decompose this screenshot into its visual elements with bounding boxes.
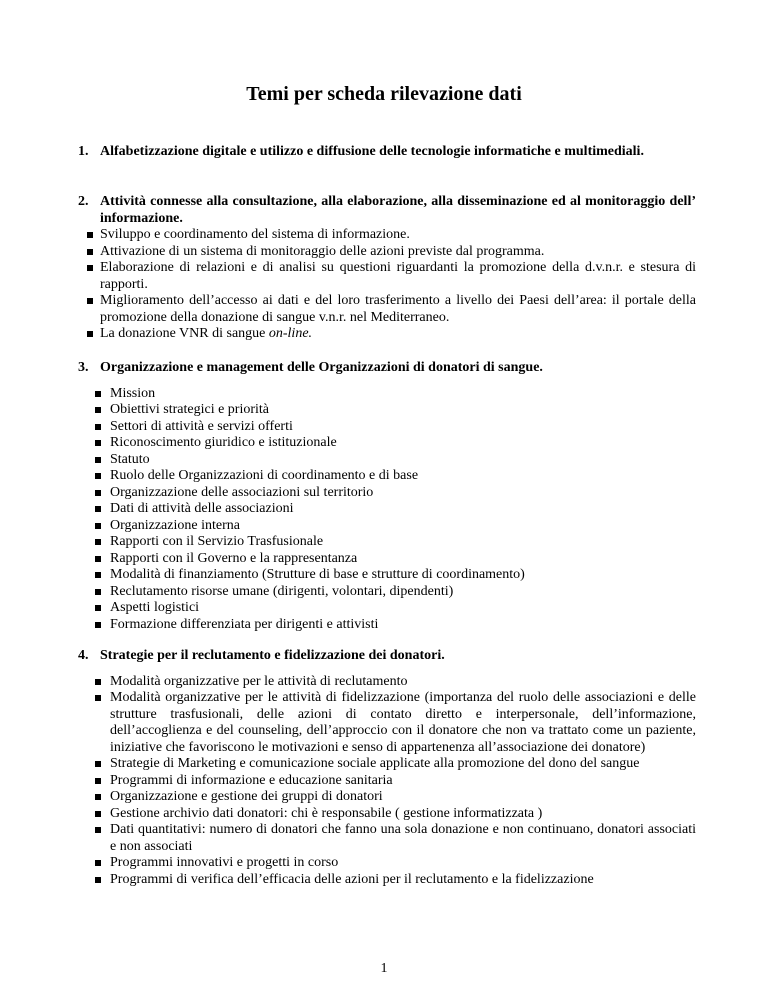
square-bullet-icon [95,424,101,430]
square-bullet-icon [95,589,101,595]
square-bullet-icon [95,695,101,701]
section-2 [78,194,696,343]
square-bullet-icon [95,539,101,545]
list-item: Rapporti con il Governo e la rappresentanza [78,551,696,568]
list-item: Formazione differenziata per dirigenti e attivisti [78,617,696,634]
square-bullet-icon [95,457,101,463]
square-bullet-icon [95,556,101,562]
square-bullet-icon [95,877,101,883]
square-bullet-icon [95,506,101,512]
list-item: Organizzazione interna [78,518,696,535]
square-bullet-icon [95,827,101,833]
list-item: Strategie di Marketing e comunicazione sociale applicate alla promozione del dono del sangue [78,756,696,773]
list-item: Modalità organizzative per le attività di reclutamento [78,674,696,691]
section-4 [78,648,696,888]
section-heading-text: Alfabetizzazione digitale e utilizzo e diffusione delle tecnologie informatiche e multimediali. [100,144,644,159]
square-bullet-icon [95,523,101,529]
section-heading [78,144,696,161]
list-item: Obiettivi strategici e priorità [78,402,696,419]
list-item: Programmi innovativi e progetti in corso [78,855,696,872]
list-item: Sviluppo e coordinamento del sistema di informazione. [78,227,696,244]
section-number: 3. [78,360,89,375]
square-bullet-icon [95,622,101,628]
list-item: Gestione archivio dati donatori: chi è responsabile ( gestione informatizzata ) [78,806,696,823]
section-number: 4. [78,648,89,663]
section-3 [78,360,696,633]
italic-text: on-line. [268,326,313,341]
section-heading-text: Organizzazione e management delle Organizzazioni di donatori di sangue. [100,360,543,375]
list-item: Programmi di verifica dell’efficacia delle azioni per il reclutamento e la fidelizzazione [78,872,696,889]
section-heading [78,194,696,227]
square-bullet-icon [95,679,101,685]
section-number: 1. [78,144,89,159]
list-item: Modalità di finanziamento (Strutture di base e strutture di coordinamento) [78,567,696,584]
list-item: Dati quantitativi: numero di donatori che fanno una sola donazione e non continuano, donatori associati e non associati [78,822,696,855]
list-item: Organizzazione e gestione dei gruppi di donatori [78,789,696,806]
list-item: Programmi di informazione e educazione sanitaria [78,773,696,790]
list-item: Settori di attività e servizi offerti [78,419,696,436]
square-bullet-icon [95,391,101,397]
square-bullet-icon [87,265,93,271]
square-bullet-icon [95,605,101,611]
page-number: 1 [380,961,388,976]
document-title: Temi per scheda rilevazione dati [246,83,522,105]
section-number: 2. [78,194,89,209]
list-item: Riconoscimento giuridico e istituzionale [78,435,696,452]
list-item: Aspetti logistici [78,600,696,617]
square-bullet-icon [95,440,101,446]
list-item: Dati di attività delle associazioni [78,501,696,518]
list-item: Elaborazione di relazioni e di analisi su questioni riguardanti la promozione della d.v.n.r. e stesura di rapporti. [78,260,696,293]
square-bullet-icon [95,490,101,496]
bullet-list [78,386,696,634]
list-item: Modalità organizzative per le attività di fidelizzazione (importanza del ruolo delle associazioni e delle strutture trasfusionali, delle azioni di contato diretto e interpersonale, dell’informazione, dell’accoglienza e del counseling, dell’approccio con il donatore che non va trattato come un paziente, iniziative che favoriscono le motivazioni e senso di appartenenza all’associazione dei donatore) [78,690,696,756]
square-bullet-icon [95,761,101,767]
square-bullet-icon [87,232,93,238]
list-item: Rapporti con il Servizio Trasfusionale [78,534,696,551]
section-1 [78,144,696,161]
square-bullet-icon [95,794,101,800]
section-heading-text: Strategie per il reclutamento e fidelizzazione dei donatori. [100,648,445,663]
square-bullet-icon [95,860,101,866]
list-item: Ruolo delle Organizzazioni di coordinamento e di base [78,468,696,485]
section-heading [78,648,696,665]
square-bullet-icon [95,778,101,784]
section-heading-text: Attività connesse alla consultazione, alla elaborazione, alla disseminazione ed al monitoraggio dell’ informazione. [100,194,696,226]
square-bullet-icon [87,331,93,337]
square-bullet-icon [95,407,101,413]
square-bullet-icon [95,811,101,817]
list-item: Mission [78,386,696,403]
square-bullet-icon [95,473,101,479]
bullet-list [78,674,696,889]
list-item: Reclutamento risorse umane (dirigenti, volontari, dipendenti) [78,584,696,601]
list-item: Attivazione di un sistema di monitoraggio delle azioni previste dal programma. [78,244,696,261]
list-item: La donazione VNR di sangue on-line. [78,326,696,343]
list-item: Statuto [78,452,696,469]
section-heading [78,360,696,377]
list-item: Miglioramento dell’accesso ai dati e del loro trasferimento a livello dei Paesi dell’area: il portale della promozione della donazione di sangue v.n.r. nel Mediterraneo. [78,293,696,326]
bullet-list [78,227,696,343]
list-item: Organizzazione delle associazioni sul territorio [78,485,696,502]
square-bullet-icon [95,572,101,578]
square-bullet-icon [87,249,93,255]
square-bullet-icon [87,298,93,304]
